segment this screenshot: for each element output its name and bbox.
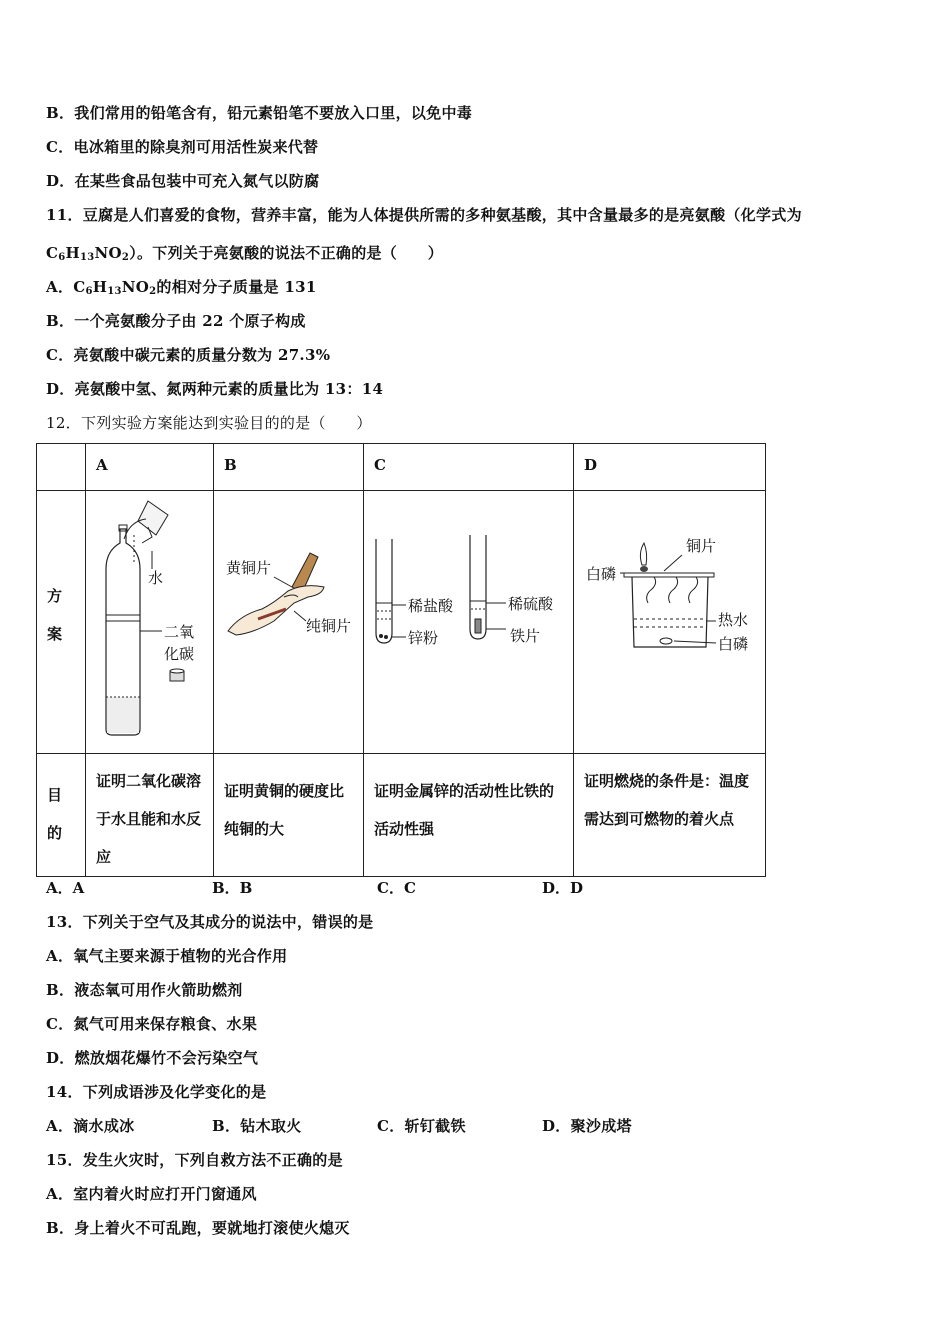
q13-option-a: A．氧气主要来源于植物的光合作用 xyxy=(46,947,288,965)
label-water: 水 xyxy=(148,569,164,587)
q13-option-b: B．液态氧可用作火箭助燃剂 xyxy=(46,981,243,999)
q12-answer-b: B．B xyxy=(212,879,253,897)
goal-b: 证明黄铜的硬度比纯铜的大 xyxy=(224,782,345,838)
label-brass: 黄铜片 xyxy=(226,559,272,577)
combustion-diagram xyxy=(574,491,765,749)
q10-option-b: B．我们常用的铅笔含有，铅元素铅笔不要放入口里，以免中毒 xyxy=(46,104,473,122)
q14-stem: 14．下列成语涉及化学变化的是 xyxy=(46,1083,267,1101)
brass-scratch-diagram xyxy=(214,491,363,749)
q11-stem-line2: $C_6H_{13}NO_2$）。下列关于亮氨酸的说法不正确的是（ ） xyxy=(46,244,443,263)
label-co2-2: 化碳 xyxy=(164,645,195,663)
header-c: C xyxy=(374,456,386,474)
q13-option-d: D．燃放烟花爆竹不会污染空气 xyxy=(46,1049,259,1067)
header-d: D xyxy=(584,456,598,474)
row-label-goal: 目的 xyxy=(47,786,63,842)
test-tubes-diagram xyxy=(364,491,573,749)
q12-stem: 12．下列实验方案能达到实验目的的是（ ） xyxy=(46,414,372,432)
q11-option-a: A．$C_6H_{13}NO_2$的相对分子质量是 131 xyxy=(46,278,317,297)
q11-option-b: B．一个亮氨酸分子由 22 个原子构成 xyxy=(46,312,306,330)
q12-answer-c: C．C xyxy=(377,879,416,897)
figure-a xyxy=(86,491,214,754)
label-iron: 铁片 xyxy=(510,627,541,645)
figure-d xyxy=(574,491,766,754)
label-zinc: 锌粉 xyxy=(408,629,439,647)
q15-option-b: B．身上着火不可乱跑，要就地打滚使火熄灭 xyxy=(46,1219,350,1237)
q11-stem-line1: 11．豆腐是人们喜爱的食物，营养丰富，能为人体提供所需的多种氨基酸，其中含量最多的是亮氨酸（化学式为 xyxy=(46,206,802,224)
goal-d: 证明燃烧的条件是：温度需达到可燃物的着火点 xyxy=(584,772,750,828)
q12-answer-a: A．A xyxy=(46,879,85,897)
experiment-table xyxy=(36,443,766,877)
goal-c: 证明金属锌的活动性比铁的活动性强 xyxy=(374,782,555,838)
q11-option-d: D．亮氨酸中氢、氮两种元素的质量比为 13：14 xyxy=(46,380,384,398)
row-label-scheme: 方案 xyxy=(47,587,63,643)
q14-option-b: B．钻木取火 xyxy=(212,1117,302,1135)
label-white-phosphorus-bottom: 白磷 xyxy=(718,635,749,653)
label-copper-sheet: 铜片 xyxy=(686,537,717,555)
q15-option-a: A．室内着火时应打开门窗通风 xyxy=(46,1185,257,1203)
label-hcl: 稀盐酸 xyxy=(408,597,454,615)
header-corner xyxy=(37,444,86,491)
q10-option-d: D．在某些食品包装中可充入氮气以防腐 xyxy=(46,172,320,190)
q10-option-c: C．电冰箱里的除臭剂可用活性炭来代替 xyxy=(46,138,319,156)
label-h2so4: 稀硫酸 xyxy=(508,595,554,613)
label-co2-1: 二氧 xyxy=(164,623,195,641)
q13-stem: 13．下列关于空气及其成分的说法中，错误的是 xyxy=(46,913,374,931)
figure-c xyxy=(364,491,574,754)
label-white-phosphorus-top: 白磷 xyxy=(586,565,617,583)
q15-stem: 15．发生火灾时，下列自救方法不正确的是 xyxy=(46,1151,343,1169)
figure-b xyxy=(214,491,364,754)
bottle-co2-diagram xyxy=(86,491,213,749)
q11-option-c: C．亮氨酸中碳元素的质量分数为 27.3% xyxy=(46,346,331,364)
header-b: B xyxy=(224,456,237,474)
q13-option-c: C．氮气可用来保存粮食、水果 xyxy=(46,1015,258,1033)
q14-option-a: A．滴水成冰 xyxy=(46,1117,135,1135)
q14-option-d: D．聚沙成塔 xyxy=(542,1117,632,1135)
q12-answer-d: D．D xyxy=(542,879,584,897)
q14-option-c: C．斩钉截铁 xyxy=(377,1117,466,1135)
header-a: A xyxy=(96,456,108,474)
goal-a: 证明二氧化碳溶于水且能和水反应 xyxy=(96,772,202,866)
label-pure-copper: 纯铜片 xyxy=(306,617,352,635)
label-hot-water: 热水 xyxy=(718,611,749,629)
